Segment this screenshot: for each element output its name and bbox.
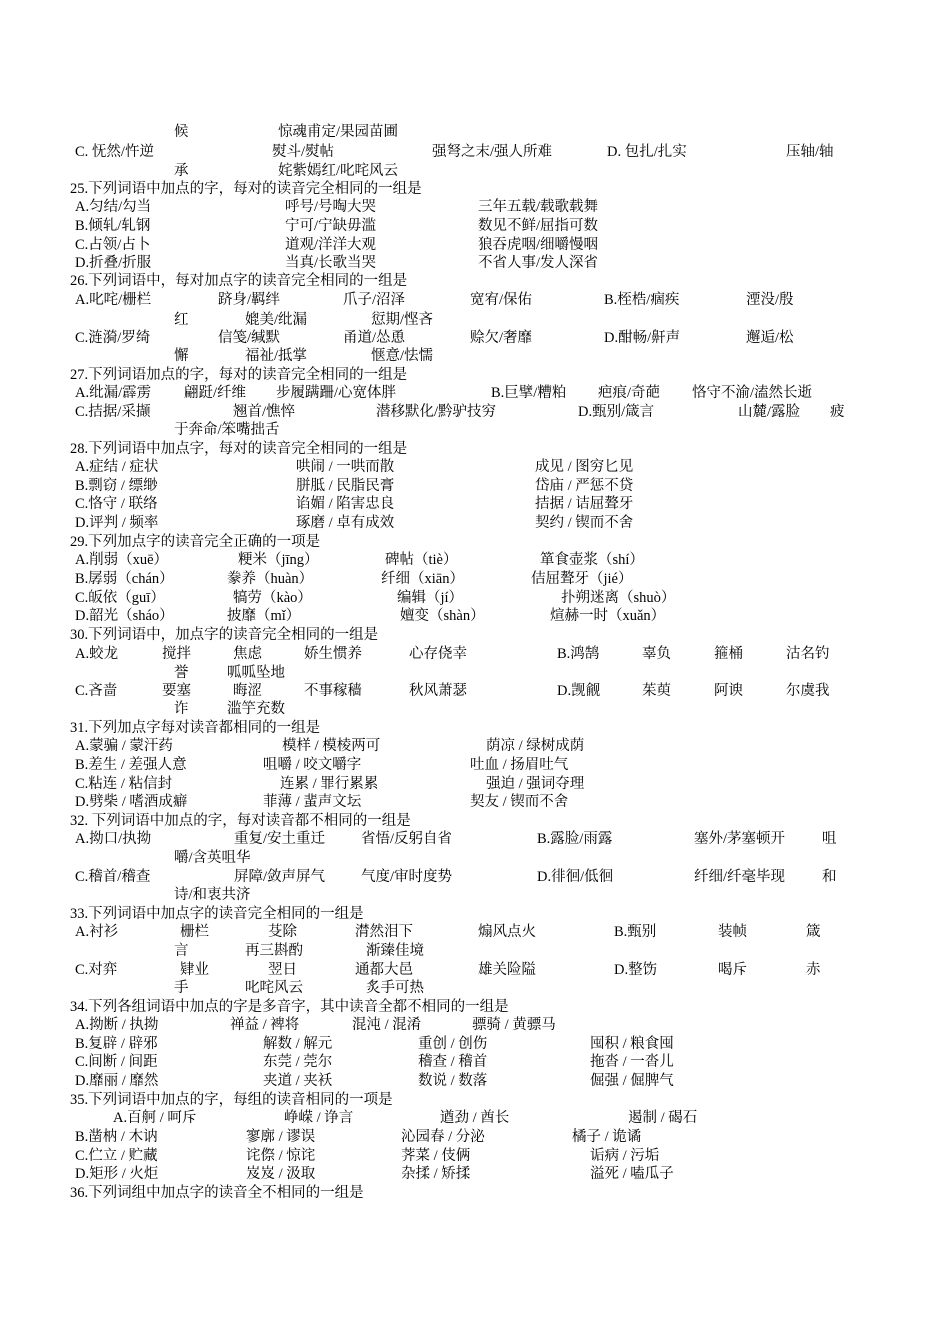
text-cell: D. 包扎/扎实 bbox=[607, 144, 687, 160]
text-cell: A.匀结/勾当 bbox=[75, 199, 152, 215]
text-cell: 混沌 / 混淆 bbox=[352, 1017, 422, 1033]
text-cell: 红 bbox=[174, 312, 189, 328]
text-cell: 岱庙 / 严惩不贷 bbox=[535, 478, 634, 494]
text-cell: C.涟漪/罗绮 bbox=[75, 330, 151, 346]
text-cell: 辜负 bbox=[642, 646, 671, 662]
text-cell: 滥竽充数 bbox=[227, 701, 285, 717]
text-cell: 箴 bbox=[806, 924, 821, 940]
text-cell: 契友 / 锲而不舍 bbox=[470, 794, 569, 810]
text-cell: 通都大邑 bbox=[355, 962, 413, 978]
text-cell: 媲美/纰漏 bbox=[245, 312, 308, 328]
text-cell: C.吝啬 bbox=[75, 683, 118, 699]
text-cell: 渐臻佳境 bbox=[366, 943, 424, 959]
text-cell: 肄业 bbox=[180, 962, 209, 978]
text-cell: 赊欠/奢靡 bbox=[470, 330, 533, 346]
text-cell: 焦虑 bbox=[233, 646, 262, 662]
text-cell: 姹紫嫣红/叱咤风云 bbox=[278, 163, 399, 179]
text-cell: D.觊觎 bbox=[557, 683, 601, 699]
text-cell: 翘首/憔悴 bbox=[233, 404, 296, 420]
text-cell: B.差生 / 差强人意 bbox=[75, 757, 187, 773]
text-cell: C.间断 / 间距 bbox=[75, 1054, 158, 1070]
text-cell: B.剽窃 / 缥缈 bbox=[75, 478, 158, 494]
text-cell: 候 bbox=[174, 124, 189, 140]
text-cell: 叱咤风云 bbox=[245, 980, 303, 996]
text-cell: 囤积 / 粮食囤 bbox=[590, 1036, 674, 1052]
text-cell: 29.下列加点字的读音完全正确的一项是 bbox=[70, 534, 321, 550]
text-cell: 吐血 / 扬眉吐气 bbox=[470, 757, 569, 773]
text-cell: 咀 bbox=[822, 831, 837, 847]
text-cell: D.酣畅/鼾声 bbox=[604, 330, 681, 346]
text-cell: 25.下列词语中加点的字，每对的读音完全相同的一组是 bbox=[70, 181, 422, 197]
text-cell: A.百舸 / 呵斥 bbox=[113, 1110, 197, 1126]
text-cell: 强弩之末/强人所难 bbox=[432, 144, 553, 160]
text-cell: 荫凉 / 绿树成荫 bbox=[486, 738, 585, 754]
text-cell: 甬道/怂恿 bbox=[343, 330, 406, 346]
text-cell: 碑帖（tiè） bbox=[385, 552, 458, 568]
text-cell: 27.下列词语加点的字，每对的读音完全相同的一组是 bbox=[70, 367, 408, 383]
text-cell: 压轴/轴 bbox=[786, 144, 834, 160]
text-cell: 30.下列词语中，加点字的读音完全相同的一组是 bbox=[70, 627, 379, 643]
text-cell: 溢死 / 嗑瓜子 bbox=[590, 1166, 674, 1182]
text-cell: 豢养（huàn） bbox=[227, 571, 314, 587]
text-cell: A.症结 / 症状 bbox=[75, 459, 159, 475]
text-cell: B.孱弱（chán） bbox=[75, 571, 174, 587]
text-cell: 邂逅/松 bbox=[746, 330, 794, 346]
text-cell: 翩跹/纤维 bbox=[184, 385, 247, 401]
text-cell: A.拗断 / 执拗 bbox=[75, 1017, 159, 1033]
text-cell: 成见 / 图穷匕见 bbox=[535, 459, 634, 475]
text-cell: 咀嚼 / 咬文嚼字 bbox=[263, 757, 362, 773]
text-cell: C.对弈 bbox=[75, 962, 118, 978]
text-cell: 32. 下列词语中加点的字，每对读音都不相同的一组是 bbox=[70, 813, 411, 829]
text-cell: 28.下列词语中加点字，每对的读音完全相同的一组是 bbox=[70, 441, 408, 457]
text-cell: C.稽首/稽查 bbox=[75, 869, 151, 885]
text-cell: 宽宥/保佑 bbox=[470, 292, 533, 308]
text-cell: 阿谀 bbox=[714, 683, 743, 699]
text-cell: 省悟/反躬自省 bbox=[361, 831, 453, 847]
text-cell: A.蒙骗 / 蒙汗药 bbox=[75, 738, 173, 754]
text-cell: 栅栏 bbox=[180, 924, 209, 940]
text-cell: 跻身/羁绊 bbox=[218, 292, 281, 308]
text-cell: D.韶光（sháo） bbox=[75, 608, 174, 624]
text-cell: 愆期/悭吝 bbox=[371, 312, 434, 328]
text-cell: 懈 bbox=[174, 348, 189, 364]
text-cell: D.徘徊/低徊 bbox=[537, 869, 614, 885]
text-cell: B.巨擘/糟粕 bbox=[491, 385, 567, 401]
text-cell: 呼号/号啕大哭 bbox=[285, 199, 377, 215]
text-cell: 菲薄 / 蜚声文坛 bbox=[263, 794, 362, 810]
text-cell: B.桎梏/痼疾 bbox=[604, 292, 680, 308]
text-cell: 模样 / 模棱两可 bbox=[282, 738, 381, 754]
text-cell: 嚼/含英咀华 bbox=[174, 850, 251, 866]
text-cell: A.纰漏/霹雳 bbox=[75, 385, 152, 401]
text-cell: B.鸿鹄 bbox=[557, 646, 600, 662]
text-cell: 箪食壶浆（shí） bbox=[540, 552, 644, 568]
text-cell: 31.下列加点字每对读音都相同的一组是 bbox=[70, 720, 321, 736]
text-cell: 搅拌 bbox=[162, 646, 191, 662]
text-cell: A.拗口/执拗 bbox=[75, 831, 152, 847]
text-cell: 不省人事/发人深省 bbox=[478, 255, 599, 271]
text-cell: D.整饬 bbox=[614, 962, 658, 978]
text-cell: 熨斗/熨帖 bbox=[272, 144, 335, 160]
text-cell: 芟除 bbox=[268, 924, 297, 940]
text-cell: B.倾轧/轧钢 bbox=[75, 218, 151, 234]
text-cell: 数见不鲜/屈指可数 bbox=[478, 218, 599, 234]
text-cell: D.评判 / 频率 bbox=[75, 515, 159, 531]
text-cell: D.甄别/箴言 bbox=[578, 404, 655, 420]
text-cell: 惬意/怯懦 bbox=[371, 348, 434, 364]
text-cell: 承 bbox=[174, 163, 189, 179]
text-cell: 杂揉 / 矫揉 bbox=[401, 1166, 471, 1182]
text-cell: 箍桶 bbox=[714, 646, 743, 662]
text-cell: A.衬衫 bbox=[75, 924, 119, 940]
text-cell: 疤痕/奇葩 bbox=[598, 385, 661, 401]
text-cell: 信笺/缄默 bbox=[218, 330, 281, 346]
text-cell: 犒劳（kào） bbox=[233, 590, 312, 606]
text-cell: 山麓/露脸 bbox=[738, 404, 801, 420]
text-cell: C.拮据/采撷 bbox=[75, 404, 151, 420]
text-cell: 晦涩 bbox=[233, 683, 262, 699]
text-cell: 岌岌 / 汲取 bbox=[246, 1166, 316, 1182]
text-cell: 再三斟酌 bbox=[245, 943, 303, 959]
text-cell: 披靡（mǐ） bbox=[227, 608, 301, 624]
text-cell: 诟病 / 污垢 bbox=[590, 1148, 660, 1164]
text-cell: 煽风点火 bbox=[478, 924, 536, 940]
text-cell: 赤 bbox=[806, 962, 821, 978]
text-cell: 心存侥幸 bbox=[409, 646, 467, 662]
text-cell: 恪守不渝/溘然长逝 bbox=[692, 385, 813, 401]
text-cell: 茱萸 bbox=[642, 683, 671, 699]
text-cell: 26.下列词语中，每对加点字的读音完全相同的一组是 bbox=[70, 273, 408, 289]
text-cell: 哄闹 / 一哄而散 bbox=[296, 459, 395, 475]
text-cell: 惊魂甫定/果园苗圃 bbox=[278, 124, 399, 140]
text-cell: 和 bbox=[822, 869, 837, 885]
text-cell: D.靡丽 / 靡然 bbox=[75, 1073, 159, 1089]
text-cell: 编辑（jí） bbox=[397, 590, 464, 606]
text-cell: A.削弱（xuē） bbox=[75, 552, 169, 568]
text-cell: 呱呱坠地 bbox=[227, 665, 285, 681]
text-cell: 喝斥 bbox=[718, 962, 747, 978]
text-cell: C.皈依（guī） bbox=[75, 590, 165, 606]
text-cell: 于奔命/笨嘴拙舌 bbox=[174, 422, 280, 438]
text-cell: 炙手可热 bbox=[366, 980, 424, 996]
text-cell: 誉 bbox=[174, 665, 189, 681]
text-cell: 橘子 / 诡谲 bbox=[572, 1129, 642, 1145]
text-cell: 言 bbox=[174, 943, 189, 959]
text-cell: 胼胝 / 民脂民膏 bbox=[296, 478, 395, 494]
text-cell: 气度/审时度势 bbox=[361, 869, 453, 885]
text-cell: 潜移默化/黔驴技穷 bbox=[376, 404, 497, 420]
text-cell: 雄关险隘 bbox=[478, 962, 536, 978]
text-cell: 强迫 / 强词夺理 bbox=[486, 776, 585, 792]
text-cell: B.复辟 / 辟邪 bbox=[75, 1036, 158, 1052]
text-cell: 数说 / 数落 bbox=[418, 1073, 488, 1089]
text-cell: 契约 / 锲而不舍 bbox=[535, 515, 634, 531]
text-cell: 屏障/敛声屏气 bbox=[234, 869, 326, 885]
text-cell: 三年五载/载歌载舞 bbox=[478, 199, 599, 215]
text-cell: C.占领/占卜 bbox=[75, 237, 151, 253]
text-cell: 潸然泪下 bbox=[355, 924, 413, 940]
text-cell: B.甄别 bbox=[614, 924, 657, 940]
text-cell: 尔虞我 bbox=[786, 683, 830, 699]
text-cell: 不事稼穑 bbox=[304, 683, 362, 699]
text-cell: 煊赫一时（xuǎn） bbox=[550, 608, 666, 624]
text-cell: 湮没/殷 bbox=[746, 292, 794, 308]
text-cell: 佶屈聱牙（jié） bbox=[531, 571, 633, 587]
text-cell: 秋风萧瑟 bbox=[409, 683, 467, 699]
text-cell: 重复/安土重迁 bbox=[234, 831, 326, 847]
text-cell: 宁可/宁缺毋滥 bbox=[285, 218, 377, 234]
text-cell: 步履蹒跚/心宽体胖 bbox=[276, 385, 397, 401]
text-cell: 道观/洋洋大观 bbox=[285, 237, 377, 253]
text-cell: 遒劲 / 酋长 bbox=[440, 1110, 510, 1126]
text-cell: 纤细（xiān） bbox=[381, 571, 464, 587]
text-cell: A.蛟龙 bbox=[75, 646, 119, 662]
text-cell: 福祉/抵掌 bbox=[245, 348, 308, 364]
text-cell: 稽查 / 稽首 bbox=[418, 1054, 488, 1070]
text-cell: 倔强 / 倔脾气 bbox=[590, 1073, 674, 1089]
text-cell: 沁园春 / 分泌 bbox=[401, 1129, 485, 1145]
text-cell: 塞外/茅塞顿开 bbox=[694, 831, 786, 847]
text-cell: 粳米（jīng） bbox=[238, 552, 319, 568]
text-cell: 33.下列词语中加点字的读音完全相同的一组是 bbox=[70, 906, 364, 922]
text-cell: 琢磨 / 卓有成效 bbox=[296, 515, 395, 531]
text-cell: C.伫立 / 贮藏 bbox=[75, 1148, 158, 1164]
text-cell: 解数 / 解元 bbox=[263, 1036, 333, 1052]
text-cell: C.恪守 / 联络 bbox=[75, 496, 158, 512]
text-cell: 寥廓 / 谬误 bbox=[246, 1129, 316, 1145]
text-cell: C. 怃然/忤逆 bbox=[75, 144, 154, 160]
text-cell: 狼吞虎咽/细嚼慢咽 bbox=[478, 237, 599, 253]
text-cell: 当真/长歌当哭 bbox=[285, 255, 377, 271]
text-cell: D.折叠/折服 bbox=[75, 255, 152, 271]
text-cell: 骠骑 / 黄骠马 bbox=[472, 1017, 556, 1033]
text-cell: 35.下列词语中加点的字，每组的读音相同的一项是 bbox=[70, 1092, 393, 1108]
text-cell: C.粘连 / 粘信封 bbox=[75, 776, 173, 792]
text-cell: 娇生惯养 bbox=[304, 646, 362, 662]
text-cell: 拖沓 / 一沓儿 bbox=[590, 1054, 674, 1070]
text-cell: B.凿枘 / 木讷 bbox=[75, 1129, 158, 1145]
text-cell: 扑朔迷离（shuò） bbox=[561, 590, 676, 606]
text-cell: D.矩形 / 火炬 bbox=[75, 1166, 159, 1182]
text-cell: 拮据 / 诘屈聱牙 bbox=[535, 496, 634, 512]
text-cell: 翌日 bbox=[268, 962, 297, 978]
text-cell: 连累 / 罪行累累 bbox=[280, 776, 379, 792]
text-cell: B.露脸/雨露 bbox=[537, 831, 613, 847]
text-cell: 沽名钓 bbox=[786, 646, 830, 662]
text-cell: 36.下列词组中加点字的读音全不相同的一组是 bbox=[70, 1185, 364, 1201]
text-cell: 装帧 bbox=[718, 924, 747, 940]
text-cell: 嬗变（shàn） bbox=[400, 608, 485, 624]
text-cell: 诈 bbox=[174, 701, 189, 717]
text-cell: 疲 bbox=[830, 404, 845, 420]
text-cell: 诗/和衷共济 bbox=[174, 887, 251, 903]
text-cell: 夹道 / 夹袄 bbox=[263, 1073, 333, 1089]
text-cell: 禅益 / 裨将 bbox=[230, 1017, 300, 1033]
text-cell: D.劈柴 / 嗜酒成癖 bbox=[75, 794, 188, 810]
text-cell: 爪子/沼泽 bbox=[343, 292, 406, 308]
text-cell: 纤细/纤毫毕现 bbox=[694, 869, 786, 885]
text-cell: 谄媚 / 陷害忠良 bbox=[296, 496, 395, 512]
text-cell: 东莞 / 莞尔 bbox=[263, 1054, 333, 1070]
text-cell: 34.下列各组词语中加点的字是多音字，其中读音全都不相同的一组是 bbox=[70, 999, 509, 1015]
text-cell: 诧傺 / 惊诧 bbox=[246, 1148, 316, 1164]
text-cell: 遏制 / 碣石 bbox=[628, 1110, 698, 1126]
text-cell: 峥嵘 / 诤言 bbox=[284, 1110, 354, 1126]
text-cell: 重创 / 创伤 bbox=[418, 1036, 488, 1052]
text-cell: 荠菜 / 伎俩 bbox=[401, 1148, 471, 1164]
text-cell: A.叱咤/栅栏 bbox=[75, 292, 152, 308]
text-cell: 要塞 bbox=[162, 683, 191, 699]
text-cell: 手 bbox=[174, 980, 189, 996]
